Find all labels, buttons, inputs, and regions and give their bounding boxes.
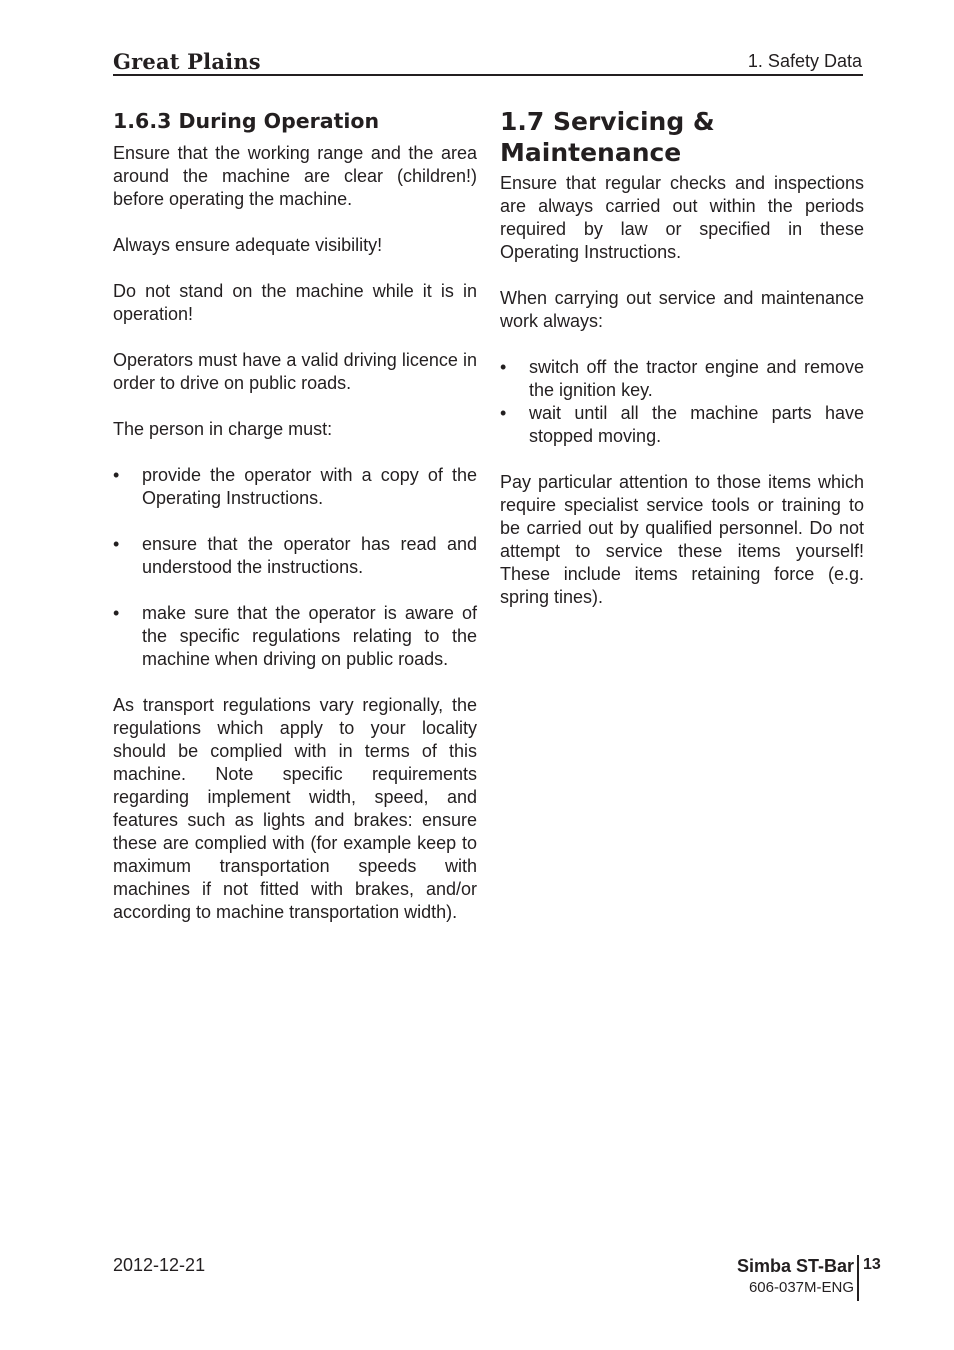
list-item-text: ensure that the operator has read and understood the instructions.: [142, 534, 477, 577]
heading-during-operation: 1.6.3 During Operation: [113, 109, 380, 133]
paragraph-transport-regulations: As transport regulations vary regionally, the regulations which apply to your locality should be complied with in terms of this machine. Note specific requirements regarding implement width, speed, and features such as lights and brakes: ensure these are complied with (for example keep to maximum transportation speeds with machines if not fitted with brakes, and/or according to machine transportation width).: [113, 695, 477, 922]
bullet-icon: •: [113, 465, 120, 485]
heading-servicing-maintenance: 1.7 Servicing & Maintenance: [500, 107, 715, 167]
bullet-icon: •: [500, 403, 507, 423]
list-item: [500, 402, 864, 448]
list-item: [113, 464, 477, 510]
list-item: [113, 533, 477, 579]
paragraph-person-in-charge: The person in charge must:: [113, 419, 333, 439]
footer-document-number: 606-037M-ENG: [748, 1279, 854, 1296]
left-column: [113, 106, 477, 947]
service-steps-list: [500, 356, 864, 448]
list-item: [113, 602, 477, 671]
paragraph-service-work: When carrying out service and maintenance work always:: [500, 288, 864, 331]
paragraph-do-not-stand: Do not stand on the machine while it is in operation!: [113, 281, 477, 324]
header-divider: [113, 74, 863, 76]
list-item-text: make sure that the operator is aware of the specific regulations relating to the machine when driving on public roads.: [142, 603, 477, 669]
list-item-text: switch off the tractor engine and remove the ignition key.: [529, 357, 864, 400]
paragraph-visibility: Always ensure adequate visibility!: [113, 235, 383, 255]
paragraph-working-range: Ensure that the working range and the area around the machine are clear (children!) before operating the machine.: [113, 143, 477, 209]
list-item-text: provide the operator with a copy of the Operating Instructions.: [142, 465, 477, 508]
right-column: [500, 106, 864, 632]
page-number: 13: [863, 1256, 881, 1273]
footer-date: 2012-12-21: [113, 1255, 206, 1275]
paragraph-driving-licence: Operators must have a valid driving licence in order to drive on public roads.: [113, 350, 477, 393]
section-title: 1. Safety Data: [747, 51, 862, 71]
list-item-text: wait until all the machine parts have stopped moving.: [529, 403, 864, 446]
bullet-icon: •: [500, 357, 507, 377]
footer-divider: [857, 1255, 859, 1301]
footer-product-name: Simba ST-Bar: [736, 1256, 854, 1276]
list-item: [500, 356, 864, 402]
brand-logo: Great Plains: [113, 49, 261, 74]
bullet-icon: •: [113, 534, 120, 554]
paragraph-specialist-items: Pay particular attention to those items which require specialist service tools or training to be carried out by qualified personnel. Do not attempt to service these items yourself! These include items retaining force (e.g. spring tines).: [500, 472, 864, 607]
bullet-icon: •: [113, 603, 120, 623]
person-in-charge-list: [113, 464, 477, 671]
paragraph-regular-checks: Ensure that regular checks and inspections are always carried out within the periods required by law or specified in these Operating Instructions.: [500, 173, 864, 262]
